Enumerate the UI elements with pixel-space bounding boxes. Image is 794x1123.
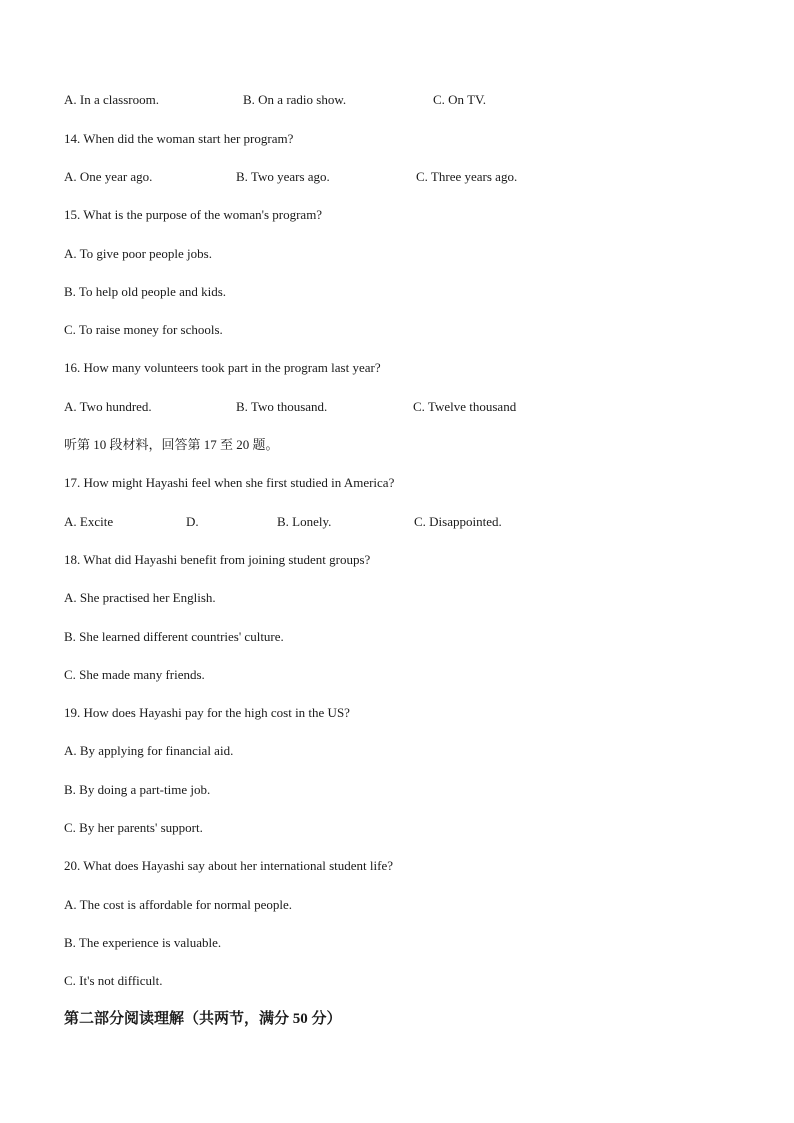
q20-option-c: C. It's not difficult. xyxy=(64,973,163,988)
q17-option-c: C. Disappointed. xyxy=(414,514,502,529)
q19-question: 19. How does Hayashi pay for the high cost in the US? xyxy=(64,705,350,720)
q16-option-c: C. Twelve thousand xyxy=(413,399,517,414)
q18-option-b: B. She learned different countries' culture. xyxy=(64,629,284,644)
q19-option-c: C. By her parents' support. xyxy=(64,820,203,835)
q15-option-b: B. To help old people and kids. xyxy=(64,284,227,299)
q18-option-c: C. She made many friends. xyxy=(64,667,205,682)
section-heading: 第二部分阅读理解（共两节，满分 50 分） xyxy=(64,1011,342,1027)
q13-option-a: A. In a classroom. xyxy=(64,92,159,107)
q20-option-b: B. The experience is valuable. xyxy=(64,935,222,950)
q17-option-d: D. xyxy=(186,514,199,529)
q13-option-c: C. On TV. xyxy=(433,92,486,107)
q20-option-a: A. The cost is affordable for normal people. xyxy=(64,897,293,912)
q15-option-c: C. To raise money for schools. xyxy=(64,322,223,337)
q14-option-a: A. One year ago. xyxy=(64,169,153,184)
listening-instruction: 听第 10 段材料，回答第 17 至 20 题。 xyxy=(64,437,279,452)
q14-option-c: C. Three years ago. xyxy=(416,169,518,184)
q15-question: 15. What is the purpose of the woman's program? xyxy=(64,207,323,222)
q14-question: 14. When did the woman start her program? xyxy=(64,131,294,146)
q17-option-b: B. Lonely. xyxy=(277,514,332,529)
q16-question: 16. How many volunteers took part in the program last year? xyxy=(64,360,381,375)
q14-option-b: B. Two years ago. xyxy=(236,169,330,184)
q19-option-b: B. By doing a part-time job. xyxy=(64,782,211,797)
q18-question: 18. What did Hayashi benefit from joining student groups? xyxy=(64,552,371,567)
q13-option-b: B. On a radio show. xyxy=(243,92,347,107)
q16-option-a: A. Two hundred. xyxy=(64,399,152,414)
q18-option-a: A. She practised her English. xyxy=(64,590,216,605)
q17-option-a: A. Excite xyxy=(64,514,114,529)
q19-option-a: A. By applying for financial aid. xyxy=(64,743,234,758)
q17-question: 17. How might Hayashi feel when she first studied in America? xyxy=(64,475,395,490)
q16-option-b: B. Two thousand. xyxy=(236,399,328,414)
q20-question: 20. What does Hayashi say about her international student life? xyxy=(64,858,393,873)
q15-option-a: A. To give poor people jobs. xyxy=(64,246,212,261)
